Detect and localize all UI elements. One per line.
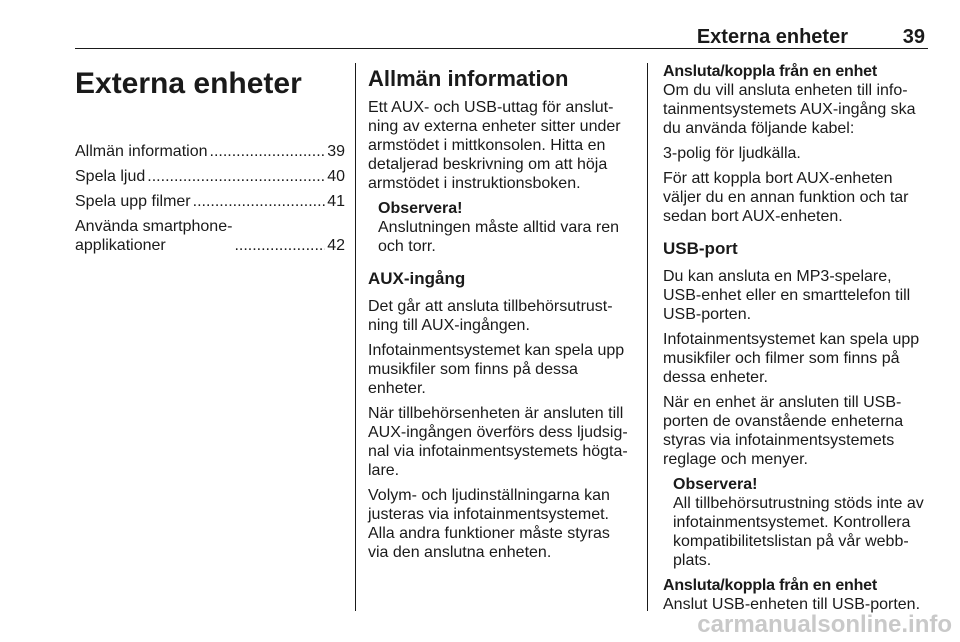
subheading-connect-aux: Ansluta/koppla från en enhet	[663, 63, 877, 80]
subheading-connect-usb: Ansluta/koppla från en enhet	[663, 577, 877, 594]
paragraph: Infotainmentsystemet kan spela upp musikfiler som finns på dessa enheter.	[368, 342, 625, 397]
watermark-text: carmanualsonline.info	[697, 611, 952, 638]
general-info-column	[368, 62, 634, 568]
page-header	[75, 22, 928, 49]
paragraph: 3-polig för ljudkälla.	[663, 145, 801, 162]
paragraph: Om du vill ansluta enheten till infotainmentsystemets AUX-ingång ska du använda följande kabel:	[663, 82, 916, 137]
paragraph: Infotainmentsystemet kan spela upp musikfiler och filmer som finns på dessa enheter.	[663, 331, 920, 386]
toc-entry-page: 40	[327, 168, 345, 185]
paragraph: Det går att ansluta tillbehörsutrustning till AUX-ingången.	[368, 298, 613, 334]
toc-entry-label: Spela upp filmer	[75, 193, 191, 210]
section-heading-usb: USB-port	[663, 239, 738, 258]
header-title: Externa enheter	[696, 26, 848, 48]
toc-entry-page: 41	[327, 193, 345, 210]
usb-column	[663, 62, 928, 620]
toc-leader	[210, 142, 326, 161]
toc-entry[interactable]	[75, 142, 345, 161]
note-box	[378, 199, 634, 256]
chapter-title: Externa enheter	[75, 67, 302, 100]
column-divider-2	[647, 63, 648, 611]
toc-entry-label: Använda smartphone- applikationer	[75, 218, 233, 254]
toc-entry[interactable]	[75, 167, 345, 186]
paragraph: När en enhet är ansluten till USB-porten de ovanstående enheterna styras via infotainmentsystemets reglage och menyer.	[663, 394, 904, 468]
paragraph: För att koppla bort AUX-enheten väljer du en annan funktion och tar sedan bort AUX-enheten.	[663, 170, 909, 225]
toc-column	[75, 62, 345, 261]
paragraph: Du kan ansluta en MP3-spelare, USB-enhet eller en smarttelefon till USB-porten.	[663, 268, 911, 323]
paragraph: När tillbehörsenheten är ansluten till AUX-ingången överförs dess ljudsignal via infotainmentsystemets högtalare.	[368, 405, 628, 479]
note-title: Observera!	[673, 476, 758, 493]
toc-entry-page: 39	[327, 143, 345, 160]
header-page-number: 39	[902, 26, 925, 48]
note-text: Anslutningen måste alltid vara ren och torr.	[378, 219, 620, 255]
toc-entry-label: Spela ljud	[75, 168, 146, 185]
toc-entry-label: Allmän information	[75, 143, 208, 160]
note-title: Observera!	[378, 200, 463, 217]
paragraph: Volym- och ljudinställningarna kan justeras via infotainmentsystemet. Alla andra funktioner måste styras via den anslutna enheten.	[368, 487, 610, 561]
note-box	[673, 475, 928, 570]
section-heading-general: Allmän information	[368, 66, 569, 91]
toc-entry-page: 42	[327, 237, 345, 254]
paragraph: Ett AUX- och USB-uttag för anslutning av externa enheter sitter under armstödet i mittkonsolen. Hitta en detaljerad beskrivning om att höja armstödet i instruktionsboken.	[368, 99, 621, 192]
column-divider-1	[355, 63, 356, 611]
toc-entry[interactable]	[75, 192, 345, 211]
toc-leader	[234, 236, 325, 255]
paragraph: Anslut USB-enheten till USB-porten.	[663, 596, 921, 613]
toc-leader	[147, 167, 325, 186]
toc-entry[interactable]	[75, 217, 345, 255]
toc-leader	[193, 192, 326, 211]
note-text: All tillbehörsutrustning stöds inte av infotainmentsystemet. Kontrollera kompatibilitetslistan på vår webbplats.	[673, 495, 924, 569]
section-heading-aux: AUX-ingång	[368, 269, 466, 288]
